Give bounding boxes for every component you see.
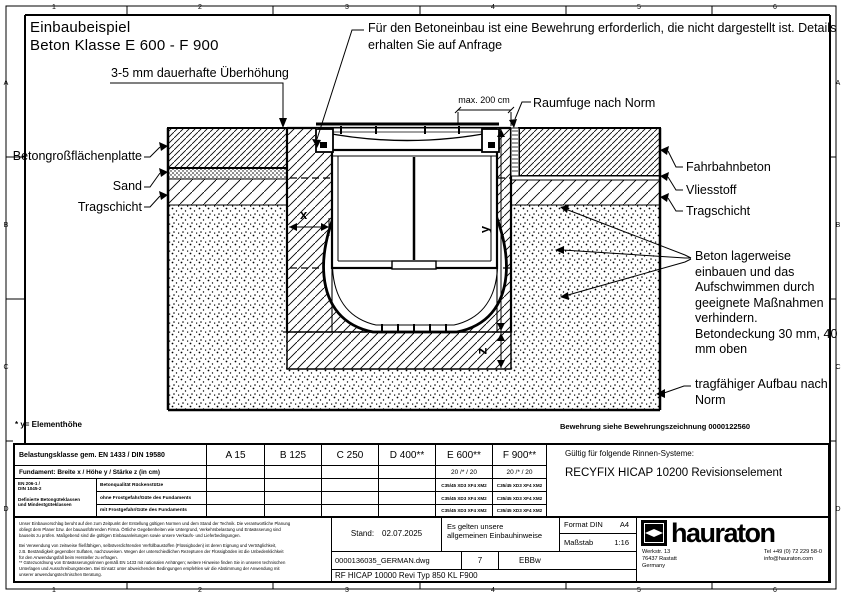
- page-title-line1: Einbaubeispiel: [30, 19, 131, 36]
- grid-col-label: 6: [773, 4, 777, 11]
- expansion-joint: [511, 128, 519, 176]
- brand-logo: [637, 516, 828, 546]
- hauraton-logo-icon: [641, 520, 667, 546]
- phone-line: Tel +49 (0) 72 229 58-0: [764, 549, 822, 555]
- quality-e600: C35/45 XD3 XF4 XM2: [436, 492, 493, 505]
- norm-note: und Mindestgüteklassen: [18, 502, 72, 508]
- note-camber: 3-5 mm dauerhafte Überhöhung: [111, 66, 289, 80]
- note-line: mm oben: [695, 342, 748, 356]
- brand-cell: [637, 516, 828, 581]
- quality-e600: C35/45 XD3 XF4 XM2: [436, 505, 493, 516]
- class-col-a15: A 15: [207, 445, 265, 466]
- disclaimer-line: Bei Verwendung von zeitweise fließfähigen, selbstverdichtenden Verfüllbaustoffen (Flüssigboden) ist deren Eignung und Verträglichkeit,: [19, 542, 277, 548]
- dim-y-label: y: [477, 225, 493, 234]
- revision-date-cell: [332, 516, 442, 552]
- load-class-header: Belastungsklasse gem. EN 1433 / DIN 19580: [15, 445, 207, 466]
- brand-wordmark: hauraton: [671, 518, 775, 548]
- grid-row-label: D: [3, 506, 9, 513]
- label-concrete-slab: Betongroßflächenplatte: [12, 149, 142, 163]
- disclaimer-line: unserer anwendungstechnischen Beratung.: [19, 572, 102, 578]
- format-value: A4: [619, 520, 629, 529]
- grid-col-label: 2: [198, 4, 202, 11]
- revision-element-shaft: [316, 128, 499, 269]
- disclaimer-line: obliegt dem Planer bzw. der bauausführenden Firma. Örtliche Gegebenheiten wie Untergrund, Verkehrsbelastung und Entwässerung sind: [19, 526, 281, 532]
- quality-a15: [207, 479, 265, 492]
- disclaimer-line: für den Anwendungsfall beim Hersteller zu erfragen.: [19, 554, 118, 560]
- note-line: Betondeckung 30 mm, 40: [695, 326, 838, 341]
- dim-max-width: max. 200 cm: [458, 95, 510, 105]
- norm-line: EN 206-1 /: [18, 481, 40, 486]
- valid-systems-cell: [547, 445, 828, 516]
- foundation-row-label: Fundament: Breite x / Höhe y / Stärke z (in cm): [15, 466, 207, 479]
- address-block: [642, 549, 677, 570]
- stand-label: Stand:: [350, 529, 375, 538]
- scale-cell: [560, 534, 637, 552]
- class-col-b125: B 125: [265, 445, 322, 466]
- grid-col-label: 4: [491, 587, 495, 594]
- disclaimer-line: Unterlagen und Ausschreibungstexten. Bei Einsatz unter abweichenden Bedingungen empfehlen wir die Abstimmung der Anwendung mit: [19, 566, 280, 572]
- disclaimer-line: Unser Einbauvorschlag beruht auf den zum Zeitpunkt der Erstellung gültigen Normen und dem Stand der Technik. Die verantwortliche Planung: [19, 521, 291, 526]
- disclaimer-line: z.B. Beständigkeit gegenüber Sulfaten, nachzuweisen. Wegen der unterschiedlichen Rezepturen der Flüssigböden ist die Unbedenklichkeit: [19, 548, 284, 554]
- class-col-d400: D 400**: [379, 445, 436, 466]
- author-code-cell: EBBw: [499, 552, 637, 570]
- quality-d400: [379, 479, 436, 492]
- class-col-e600: E 600**: [436, 445, 493, 466]
- note-line: Beton lagerweise: [695, 249, 791, 263]
- dim-z-label: z: [473, 347, 490, 355]
- valid-systems-label: Gültig für folgende Rinnen-Systeme:: [565, 449, 694, 458]
- grid-row-label: A: [835, 80, 841, 87]
- file-name-cell: 0000136035_GERMAN.dwg: [332, 552, 462, 570]
- grid-col-label: 3: [345, 587, 349, 594]
- label-base-course-left: Tragschicht: [77, 200, 142, 214]
- quality-f900: C35/45 XD3 XF4 XM2: [493, 505, 547, 516]
- norm-line: DIN 1045-2: [18, 486, 42, 492]
- grid-row-label: C: [3, 364, 9, 371]
- foundation-f900: 20 /* / 20: [493, 466, 547, 479]
- grid-row-label: D: [835, 506, 841, 513]
- doc-title-cell: RF HICAP 10000 Revi Typ 850 KL F900: [332, 570, 637, 581]
- load-class-table: [13, 443, 830, 583]
- disclaimer-line: ** Gütezuordnung von Entwässerungsrinnen gemäß EN 1433 mit nationalen Anhängen; weitere Hinweise finden Sie in unseren technischen: [19, 560, 286, 566]
- quality-a15: [207, 492, 265, 505]
- grid-row-label: B: [3, 222, 9, 229]
- quality-a15: [207, 505, 265, 516]
- disclaimer-text: [15, 518, 332, 581]
- scale-label: Maßstab: [564, 538, 594, 547]
- note-line: verhindern.: [695, 311, 758, 325]
- note-concrete-layers: [695, 249, 837, 358]
- hints-line: Es gelten unsere: [447, 522, 504, 531]
- scale-value: 1:16: [614, 538, 629, 547]
- grid-col-label: 3: [345, 4, 349, 11]
- address-line: Germany: [642, 563, 666, 569]
- label-base-course-right: Tragschicht: [686, 204, 751, 218]
- quality-c250: [322, 492, 379, 505]
- format-label: Format DIN: [564, 520, 603, 529]
- grid-col-label: 1: [52, 4, 56, 11]
- grid-col-label: 5: [637, 587, 641, 594]
- quality-c250: [322, 505, 379, 516]
- class-col-f900: F 900**: [493, 445, 547, 466]
- grid-col-label: 4: [491, 4, 495, 11]
- quality-d400: [379, 492, 436, 505]
- quality-row-label: Betonqualität Rückenstütze: [97, 479, 207, 492]
- rebar-drawing-reference: Bewehrung siehe Bewehrungszeichnung 0000122560: [560, 422, 751, 431]
- grid-row-label: C: [835, 364, 841, 371]
- address-line: 76437 Rastatt: [642, 556, 677, 562]
- note-line: geeignete Maßnahmen: [695, 295, 824, 310]
- label-road-concrete: Fahrbahnbeton: [686, 160, 771, 174]
- email-line: info@hauraton.com: [764, 556, 813, 562]
- quality-f900: C35/45 XD3 XF4 XM2: [493, 492, 547, 505]
- foundation-b125: [265, 466, 322, 479]
- quality-row-label: mit Frostgefahr/Güte des Fundaments: [97, 505, 207, 516]
- label-expansion-joint: Raumfuge nach Norm: [533, 96, 656, 110]
- disclaimer-line: bauseits zu prüfen. Maßgebend sind die gültigen Einbauanleitungen sowie unsere Verkaufs- und Lieferbedingungen.: [19, 532, 241, 538]
- grid-col-label: 1: [52, 587, 56, 594]
- class-col-c250: C 250: [322, 445, 379, 466]
- note-reinforcement-line2: erhalten Sie auf Anfrage: [368, 38, 503, 52]
- quality-e600: C35/45 XD3 XF4 XM2: [436, 479, 493, 492]
- note-line: tragfähiger Aufbau nach: [695, 377, 828, 391]
- quality-b125: [265, 505, 322, 516]
- quality-b125: [265, 479, 322, 492]
- valid-systems-value: RECYFIX HICAP 10200 Revisionselement: [565, 467, 783, 479]
- grid-col-label: 2: [198, 587, 202, 594]
- note-line: Norm: [695, 392, 726, 407]
- grid-row-label: A: [3, 80, 9, 87]
- foundation-a15: [207, 466, 265, 479]
- sheet-number-cell: 7: [462, 552, 499, 570]
- brand-address: [637, 546, 828, 570]
- grid-row-label: B: [835, 222, 841, 229]
- address-line: Werkstr. 13: [642, 549, 671, 555]
- norm-note: Definierte Betongüteklassen: [18, 496, 81, 502]
- quality-d400: [379, 505, 436, 516]
- note-subbase: [695, 377, 828, 408]
- grid-col-label: 5: [637, 4, 641, 11]
- dim-x-label: x: [300, 207, 308, 222]
- foundation-d400: [379, 466, 436, 479]
- label-sand: Sand: [112, 179, 142, 193]
- hints-line: allgemeinen Einbauhinweise: [447, 531, 543, 540]
- foundation-c250: [322, 466, 379, 479]
- quality-f900: C35/45 XD3 XF4 XM2: [493, 479, 547, 492]
- norm-cell: [15, 479, 97, 516]
- quality-row-label: ohne Frostgefahr/Güte des Fundaments: [97, 492, 207, 505]
- installation-hints-cell: [442, 516, 560, 552]
- contact-block: [764, 549, 822, 570]
- format-cell: [560, 516, 637, 534]
- note-line: Aufschwimmen durch: [695, 280, 815, 294]
- page-title-line2: Beton Klasse E 600 - F 900: [30, 37, 219, 54]
- note-line: einbauen und das: [695, 264, 795, 279]
- quality-c250: [322, 479, 379, 492]
- label-geotextile: Vliesstoff: [686, 183, 737, 197]
- footnote-element-height: * y= Elementhöhe: [15, 420, 82, 429]
- stand-value: 02.07.2025: [382, 529, 423, 538]
- quality-b125: [265, 492, 322, 505]
- note-reinforcement-line1: Für den Betoneinbau ist eine Bewehrung erforderlich, die nicht dargestellt ist. Details: [368, 21, 837, 35]
- foundation-e600: 20 /* / 20: [436, 466, 493, 479]
- grid-col-label: 6: [773, 587, 777, 594]
